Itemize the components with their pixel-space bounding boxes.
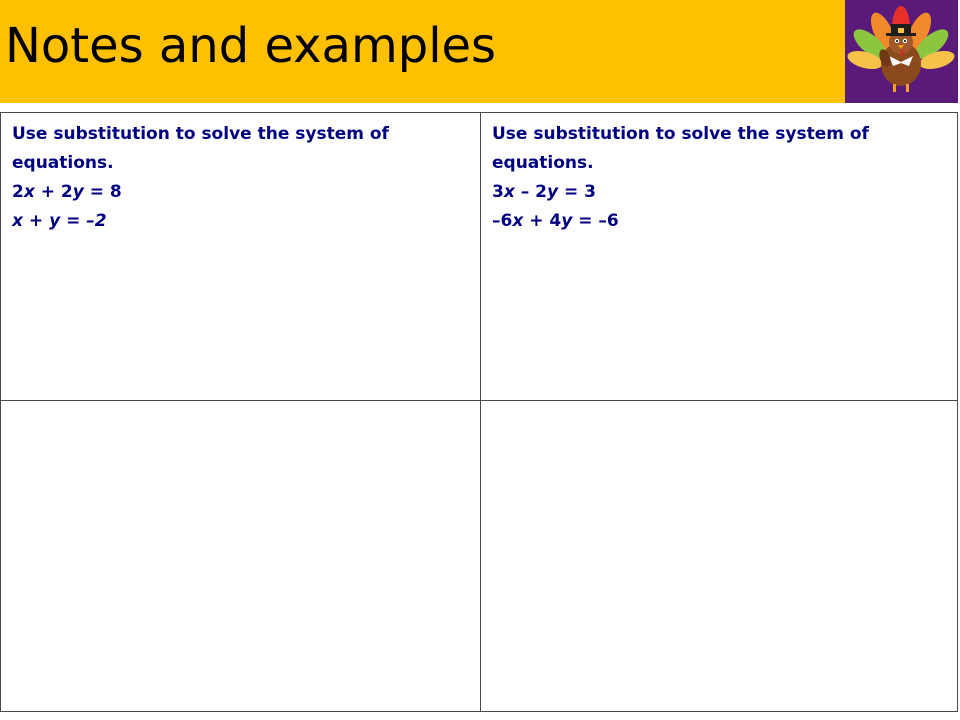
logo [845,0,958,103]
equation-2: x + y = –2 [12,211,107,231]
page-title: Notes and examples [5,18,497,74]
example-cell-1 [12,120,452,236]
example-cell-2 [492,120,932,236]
example-prompt: Use substitution to solve the system of equations. [12,124,389,173]
equation-1: 2x + 2y = 8 [12,182,122,202]
example-prompt: Use substitution to solve the system of equations. [492,124,869,173]
equation-2: –6x + 4y = –6 [492,211,619,231]
grid-divider-horizontal [1,400,957,401]
grid-divider-vertical [480,113,481,711]
turkey-pilgrim-icon [845,0,958,103]
equation-1: 3x – 2y = 3 [492,182,596,202]
title-banner [0,0,845,103]
examples-grid [0,112,958,712]
